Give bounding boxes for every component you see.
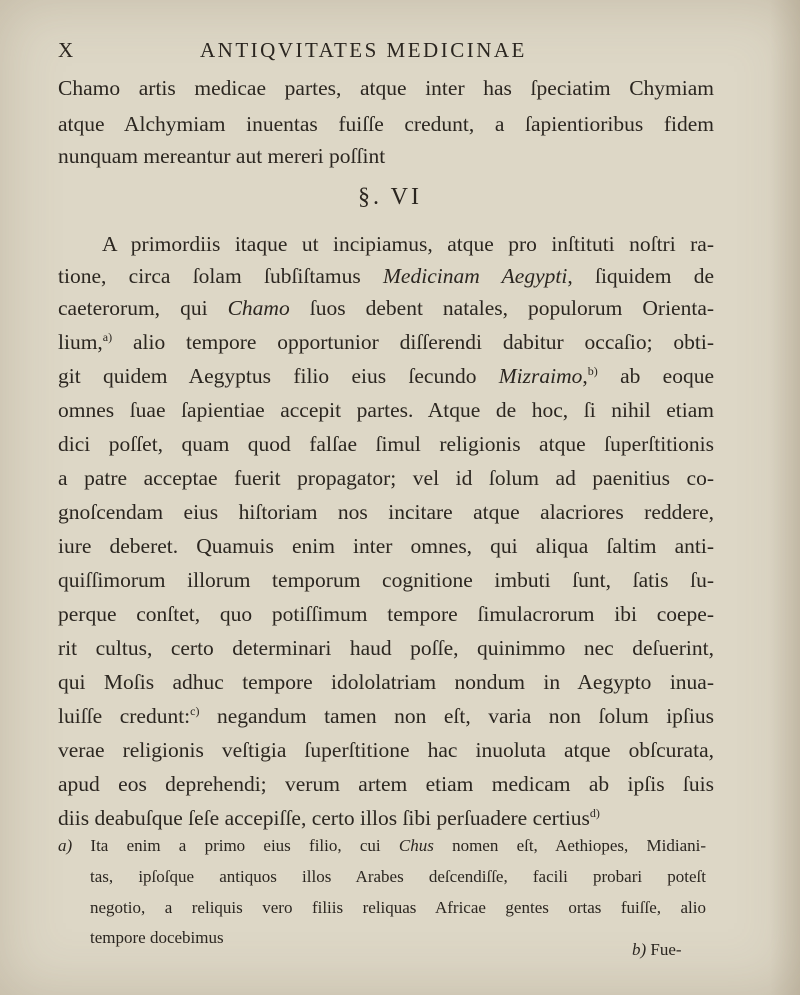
section-heading: §. VI [358, 184, 422, 210]
text-span: alio tempore opportunior diſſerendi dabitur occaſio; obti- [132, 330, 715, 354]
text-span: Ita enim a primo eius filio, cui [90, 836, 381, 855]
text-line: Chamo artis medicae partes, atque inter has ſpeciatim Chymiam [58, 76, 714, 100]
text-line: rit cultus, certo determinari haud poſſe, quinimmo nec deſuerint, [58, 636, 714, 660]
text-span: git quidem Aegyptus filio eius ſecundo [58, 364, 477, 388]
text-line: gnoſcendam eius hiſtoriam nos incitare atque alacriores reddere, [58, 500, 714, 524]
text-line: a patre acceptae fuerit propagator; vel id ſolum ad paenitius co- [58, 466, 714, 490]
footnote-line [58, 834, 706, 858]
footnote-line: negotio, a reliquis vero filiis reliquas Africae gentes ortas fuiſſe, alio [90, 898, 706, 917]
text-line [58, 804, 714, 832]
text-line [58, 294, 714, 322]
text-line: verae religionis veſtigia ſuperſtitione hac inuoluta atque obſcurata, [58, 738, 714, 762]
catchword-text: Fue- [650, 940, 682, 959]
italic-term: Chus [398, 836, 434, 855]
text-line: iure deberet. Quamuis enim inter omnes, qui aliqua ſaltim anti- [58, 534, 714, 558]
text-line: atque Alchymiam inuentas fuiſſe credunt, a ſapientioribus fidem [58, 112, 714, 136]
text-span: caeterorum, qui [58, 296, 208, 320]
text-span: ſuos debent natales, populorum Orienta- [309, 296, 715, 320]
text-span: lium, [58, 330, 103, 354]
text-line [58, 702, 714, 730]
text-line: perque conſtet, quo potiſſimum tempore ſimulacrorum ibi coepe- [58, 602, 714, 626]
text-line: quiſſimorum illorum temporum cognitione imbuti ſunt, ſatis ſu- [58, 568, 714, 592]
text-line [58, 328, 714, 356]
footnote-ref: b) [587, 363, 598, 378]
text-line: omnes ſuae ſapientiae accepit partes. Atque de hoc, ſi nihil etiam [58, 398, 714, 422]
text-span: , ſiquidem de [567, 264, 715, 288]
text-span: nomen eſt, Aethiopes, Midiani- [452, 836, 707, 855]
footnote-ref: d) [589, 805, 600, 820]
footnote-line: tempore docebimus [90, 928, 224, 947]
text-span: negandum tamen non eſt, varia non ſolum ipſius [217, 704, 714, 728]
catchword-mark: b) [632, 940, 647, 959]
text-line: A primordiis itaque ut incipiamus, atque pro inſtituti noſtri ra- [102, 232, 714, 256]
text-line [58, 262, 714, 290]
running-title: ANTIQVITATES MEDICINAE [200, 38, 527, 62]
italic-term: Chamo [227, 296, 290, 320]
text-line [58, 362, 714, 390]
text-line: dici poſſet, quam quod falſae ſimul religionis atque ſuperſtitionis [58, 432, 714, 456]
italic-term: Mizraimo [498, 364, 583, 388]
footnote-ref: a) [102, 329, 113, 344]
page-number: X [58, 38, 76, 62]
catchword [632, 940, 682, 960]
text-line: apud eos deprehendi; verum artem etiam medicam ab ipſis ſuis [58, 772, 714, 796]
footnote-ref: c) [190, 703, 200, 718]
text-span: ab eoque [620, 364, 715, 388]
text-span: diis deabuſque ſeſe accepiſſe, certo illos ſibi perſuadere certius [58, 806, 590, 830]
italic-term: Medicinam Aegypti [383, 264, 568, 288]
text-span: , [582, 364, 588, 388]
footnote-mark: a) [58, 836, 73, 855]
text-line: qui Moſis adhuc tempore idololatriam nondum in Aegypto inua- [58, 670, 714, 694]
text-line: nunquam mereantur aut mereri poſſint [58, 144, 386, 168]
text-span: tione, circa ſolam ſubſiſtamus [58, 264, 361, 288]
footnote-line: tas, ipſoſque antiquos illos Arabes deſcendiſſe, facili probari poteſt [90, 867, 706, 886]
text-span: luiſſe credunt: [58, 704, 191, 728]
page-edge-shadow [770, 0, 800, 995]
